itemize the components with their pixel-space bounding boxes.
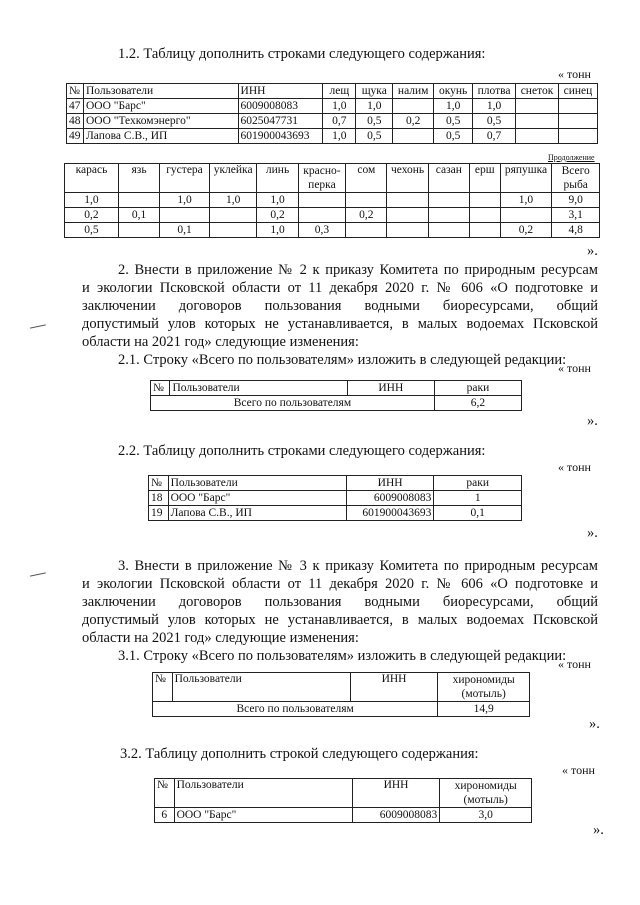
cell: 1,0 <box>356 99 393 114</box>
cell: 0,5 <box>434 129 473 144</box>
cell: 0,2 <box>65 208 119 223</box>
col-header-users: Пользователи <box>174 779 352 808</box>
cell <box>428 223 469 238</box>
col-header-inn: ИНН <box>346 476 434 491</box>
table-row <box>67 114 598 129</box>
col-header-inn: ИНН <box>347 381 434 396</box>
table-header-row <box>65 164 600 193</box>
table-row <box>155 808 532 823</box>
paragraph-line: и экологии Псковской области от 11 декабря 2020 г. № 606 «О подготовке и <box>82 280 598 296</box>
cell: 0,3 <box>298 223 346 238</box>
cell: 3,1 <box>552 208 600 223</box>
cell: 6009008083 <box>352 808 440 823</box>
table-row <box>149 506 522 521</box>
cell: 3,0 <box>440 808 532 823</box>
fish-table-part2 <box>64 163 600 238</box>
cell: 0,2 <box>393 114 434 129</box>
crayfish-total-table <box>150 380 522 411</box>
unit-label: « тонн <box>558 67 591 81</box>
cell: 49 <box>67 129 84 144</box>
col-header-bream: лещ <box>323 84 356 99</box>
cell: ООО "Барс" <box>168 491 346 506</box>
col-header-users: Пользователи <box>170 381 347 396</box>
cell: 1,0 <box>257 193 298 208</box>
paragraph-line: и экологии Псковской области от 11 декабря 2020 г. № 606 «О подготовке и <box>82 576 598 592</box>
cell <box>118 223 159 238</box>
cell: 0,5 <box>356 114 393 129</box>
col-header-number: № <box>149 476 169 491</box>
cell: 19 <box>149 506 169 521</box>
cell: 47 <box>67 99 84 114</box>
cell: 6009008083 <box>238 99 323 114</box>
col-header-burbot: налим <box>393 84 434 99</box>
col-header-crayfish: раки <box>434 476 522 491</box>
col-header-rudd: красно-перка <box>298 164 346 193</box>
cell: 0,2 <box>500 223 552 238</box>
cell <box>500 208 552 223</box>
unit-label: « тонн <box>558 657 591 671</box>
unit-label: « тонн <box>562 763 595 777</box>
cell <box>469 208 500 223</box>
table-row <box>67 99 598 114</box>
cell: 601900043693 <box>238 129 323 144</box>
cell <box>160 208 210 223</box>
cell: 0,7 <box>323 114 356 129</box>
total-label: Всего по пользователям <box>153 702 438 717</box>
subsection-heading: 3.2. Таблицу дополнить строкой следующего содержания: <box>120 746 479 762</box>
fish-table-part1 <box>66 83 598 144</box>
table-row <box>151 396 522 411</box>
paragraph-line: области на 2021 год» следующие изменения: <box>82 334 359 350</box>
cell <box>393 129 434 144</box>
cell: ООО "Техкомэнерго" <box>83 114 238 129</box>
cell: 0,5 <box>65 223 119 238</box>
cell: 1,0 <box>209 193 257 208</box>
cell: 1,0 <box>473 99 516 114</box>
cell <box>346 223 387 238</box>
cell: 1 <box>434 491 522 506</box>
col-header-number: № <box>151 381 170 396</box>
cell: 48 <box>67 114 84 129</box>
col-header-ide: язь <box>118 164 159 193</box>
closing-quote: ». <box>587 413 598 429</box>
cell: 1,0 <box>434 99 473 114</box>
table-row <box>67 129 598 144</box>
table-header-row <box>151 381 522 396</box>
paragraph-line: 2. Внести в приложение № 2 к приказу Комитета по природным ресурсам <box>118 262 598 278</box>
cell: 0,5 <box>473 114 516 129</box>
col-header-number: № <box>153 673 173 702</box>
col-header-vendace: ряпушка <box>500 164 552 193</box>
cell <box>516 114 559 129</box>
cell <box>558 114 597 129</box>
total-value: 14,9 <box>438 702 530 717</box>
cell: 0,5 <box>434 114 473 129</box>
col-header-white-bream: густера <box>160 164 210 193</box>
cell: 1,0 <box>323 129 356 144</box>
cell <box>393 99 434 114</box>
cell: 18 <box>149 491 169 506</box>
col-header-inn: ИНН <box>350 673 438 702</box>
total-label: Всего по пользователям <box>151 396 435 411</box>
paragraph-line: допустимый улов которых не устанавливается, в малых водоемах Псковской <box>82 316 598 332</box>
closing-quote: ». <box>589 716 600 732</box>
cell <box>298 193 346 208</box>
cell <box>118 193 159 208</box>
subsection-heading: 2.1. Строку «Всего по пользователям» изложить в следующей редакции: <box>118 352 567 368</box>
table-header-row <box>149 476 522 491</box>
table-header-row <box>155 779 532 808</box>
unit-label: « тонн <box>558 361 591 375</box>
table-header-row <box>67 84 598 99</box>
continuation-label: Продолжение <box>548 153 595 162</box>
cell <box>469 193 500 208</box>
cell: 6 <box>155 808 175 823</box>
cell: 1,0 <box>257 223 298 238</box>
table-row <box>149 491 522 506</box>
paragraph-line: заключении договоров пользования водными биоресурсами, общий <box>82 594 598 610</box>
cell: 0,5 <box>356 129 393 144</box>
cell: Лапова С.В., ИП <box>83 129 238 144</box>
cell: 1,0 <box>500 193 552 208</box>
col-header-users: Пользователи <box>172 673 350 702</box>
col-header-inn: ИНН <box>352 779 440 808</box>
cell <box>428 208 469 223</box>
paragraph-line: 3. Внести в приложение № 3 к приказу Комитета по природным ресурсам <box>118 558 598 574</box>
closing-quote: ». <box>587 525 598 541</box>
cell: 9,0 <box>552 193 600 208</box>
cell: 6025047731 <box>238 114 323 129</box>
cell: 0,1 <box>118 208 159 223</box>
col-header-blue-bream: синец <box>558 84 597 99</box>
margin-mark <box>30 324 46 329</box>
unit-label: « тонн <box>558 460 591 474</box>
section-heading-1-2: 1.2. Таблицу дополнить строками следующего содержания: <box>118 46 486 62</box>
cell <box>558 99 597 114</box>
cell: 0,7 <box>473 129 516 144</box>
subsection-heading: 3.1. Строку «Всего по пользователям» изложить в следующей редакции: <box>118 648 567 664</box>
cell: 0,2 <box>257 208 298 223</box>
crayfish-rows-table <box>148 475 522 521</box>
cell <box>387 223 428 238</box>
cell: 0,1 <box>160 223 210 238</box>
cell <box>516 99 559 114</box>
col-header-sabrefish: чехонь <box>387 164 428 193</box>
col-header-total-fish: Всего рыба <box>552 164 600 193</box>
cell: 0,1 <box>434 506 522 521</box>
table-row <box>65 193 600 208</box>
cell: 4,8 <box>552 223 600 238</box>
cell <box>387 193 428 208</box>
col-header-ruffe: ерш <box>469 164 500 193</box>
cell: 6009008083 <box>346 491 434 506</box>
table-row <box>65 208 600 223</box>
cell <box>428 193 469 208</box>
col-header-number: № <box>67 84 84 99</box>
bloodworm-total-table <box>152 672 530 717</box>
cell <box>516 129 559 144</box>
col-header-number: № <box>155 779 175 808</box>
closing-quote: ». <box>593 822 604 838</box>
col-header-crayfish: раки <box>434 381 521 396</box>
col-header-perch: окунь <box>434 84 473 99</box>
cell <box>209 223 257 238</box>
col-header-users: Пользователи <box>83 84 238 99</box>
table-header-row <box>153 673 530 702</box>
col-header-inn: ИНН <box>238 84 323 99</box>
col-header-crucian: карась <box>65 164 119 193</box>
paragraph-line: допустимый улов которых не устанавливается, в малых водоемах Псковской <box>82 612 598 628</box>
table-row <box>65 223 600 238</box>
paragraph-line: заключении договоров пользования водными биоресурсами, общий <box>82 298 598 314</box>
cell: 1,0 <box>65 193 119 208</box>
col-header-bleak: уклейка <box>209 164 257 193</box>
col-header-roach: плотва <box>473 84 516 99</box>
col-header-users: Пользователи <box>168 476 346 491</box>
cell <box>387 208 428 223</box>
cell: 601900043693 <box>346 506 434 521</box>
margin-mark <box>30 572 46 577</box>
cell <box>469 223 500 238</box>
col-header-bloodworm: хирономиды (мотыль) <box>438 673 530 702</box>
subsection-heading: 2.2. Таблицу дополнить строками следующего содержания: <box>118 443 486 459</box>
col-header-bloodworm: хирономиды (мотыль) <box>440 779 532 808</box>
total-value: 6,2 <box>434 396 521 411</box>
col-header-carp: сазан <box>428 164 469 193</box>
cell: ООО "Барс" <box>83 99 238 114</box>
bloodworm-rows-table <box>154 778 532 823</box>
cell: 1,0 <box>323 99 356 114</box>
cell: 0,2 <box>346 208 387 223</box>
cell <box>209 208 257 223</box>
cell <box>298 208 346 223</box>
col-header-smelt: снеток <box>516 84 559 99</box>
cell: Лапова С.В., ИП <box>168 506 346 521</box>
cell <box>558 129 597 144</box>
paragraph-line: области на 2021 год» следующие изменения: <box>82 630 359 646</box>
cell <box>346 193 387 208</box>
table-row <box>153 702 530 717</box>
cell: 1,0 <box>160 193 210 208</box>
col-header-tench: линь <box>257 164 298 193</box>
col-header-catfish: сом <box>346 164 387 193</box>
col-header-pike: щука <box>356 84 393 99</box>
closing-quote: ». <box>587 243 598 259</box>
cell: ООО "Барс" <box>174 808 352 823</box>
